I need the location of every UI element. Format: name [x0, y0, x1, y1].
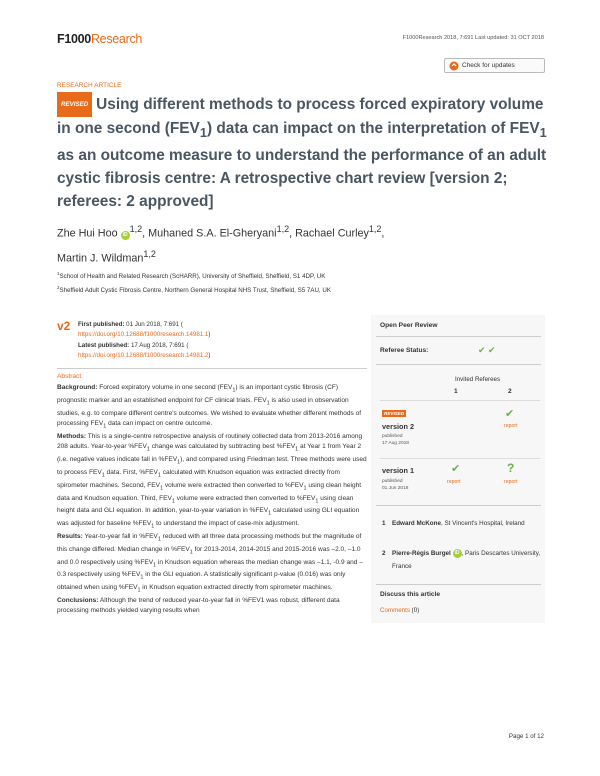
author-2[interactable]: , Muhaned S.A. El-Gheryani [142, 227, 277, 240]
version-2-label[interactable]: version 2 [382, 422, 415, 431]
referee-column-1: 1 [454, 388, 458, 395]
invited-referees-label: Invited Referees [455, 376, 501, 383]
divider [380, 400, 540, 401]
orcid-icon[interactable]: iD [454, 550, 460, 556]
approved-check-icon: ✔ [505, 408, 515, 420]
article-title: REVISED Using different methods to process forced expiratory volume in one second $(FEV_1)$ data can impact on the interpretation of $FEV_1$ as an outcome measure to understand the performance of an adult cystic fibrosis centre: A retrospective chart review [version 2; referees: 2 approved] [57, 92, 547, 213]
divider [380, 458, 540, 459]
version-2-date: published 17 Aug 2018 [382, 434, 409, 446]
author-4[interactable]: Martin J. Wildman [57, 252, 144, 265]
header-meta: F1000Research 2018, 7:691 Last updated: 31 OCT 2018 [402, 35, 544, 41]
divider [376, 364, 541, 365]
referee-2: 2 Pierre-Régis Burgel iD , Paris Descartes University, France [382, 550, 541, 570]
report-link[interactable]: report [447, 479, 461, 485]
check-updates-button[interactable] [444, 58, 545, 73]
revised-badge: REVISED [57, 92, 92, 117]
author-1[interactable]: Zhe Hui Hoo [57, 227, 118, 240]
approved-check-icon: ✔ [451, 463, 461, 475]
discuss-heading: Discuss this article [380, 591, 441, 598]
report-link[interactable]: report [504, 423, 518, 429]
abstract-body: Background: Forced expiratory volume in one second $(FEV_1)$ is an important cystic fibrosis (CF) prognostic marker and an established endpoint for CF clinical trials. $FEV_1$ is also used in observation studies, e.g. to compare different centre's outcomes. We wished to evaluate whether different methods of processing $FEV_1$ data can impact on centre outcome. Methods: This is a single-centre retrospective analysis of routinely collected data from 2013-2016 among 208 adults. Year-to-year $\%FEV_1$ change was calculated by subtracting best $\%FEV_1$ at Year 1 from Year 2 (i.e. negative values indicate fall in $\%FEV_1$), and compared using Friedman test. Three methods were used to process $FEV_1$ data. First, $\%FEV_1$ calculated with Knudson equation was extracted directly from spirometer machines. Second, $FEV_1$ volume were extracted then converted to $\%FEV_1$ using clean height data and Knudson equation. Third, $FEV_1$ volume were extracted then converted to $\%FEV_1$ using clean height data and GLI equation. In addition, year-to-year variation in $\%FEV_1$ calculated using GLI equation was adjusted for baseline $\%FEV_1$ to understand the impact of case-mix adjustment. Results: Year-to-year fall in $\%FEV_1$ reduced with all three data processing methods but the magnitude of this change differed. Median change in $\%FEV_1$ for 2013-2014, 2014-2015 and 2015-2016 was –2.0, –1.0 and 0.0 respectively using $\%FEV_1$ in Knudson equation whereas the median change was –1.1, -0.9 and –0.3 respectively using $\%FEV_1$ in the GLI equation. A statistically significant p-value (0.016) was only obtained when using $\%FEV_1$ in Knudson equation extracted directly from spirometer machines. Conclusions: Although the trend of reduced year-to-year fall in %FEV1 was robust, different data processing methods yielded varying results when [57, 384, 367, 615]
divider [376, 336, 541, 337]
affiliation: $^2$Sheffield Adult Cystic Fibrosis Centre, Northern General Hospital NHS Trust, Sheffield, S5 7AU, UK [57, 285, 331, 295]
authors: Zhe Hui Hoo iD$^{1,2}$, Muhaned S.A. El-Gheryani$^{1,2}$, Rachael Curley$^{1,2}$, Martin J. Wildman$^{1,2}$ [57, 224, 385, 265]
abstract-heading: Abstract [57, 373, 82, 380]
referee-column-2: 2 [508, 388, 512, 395]
referee-1: 1 Edward McKone, St Vincent's Hospital, Ireland [382, 520, 525, 527]
latest-doi-link[interactable]: https://doi.org/10.12688/f1000research.14981.2 [78, 351, 209, 359]
affiliations [57, 268, 331, 296]
publication-info: First published: 01 Jun 2018, 7:691 ( https://doi.org/10.12688/f1000research.14981.1) Latest published: 17 Aug 2018, 7:691 ( https://doi.org/10.12688/f1000research.14981.2) [78, 321, 211, 359]
divider [57, 368, 367, 369]
divider [376, 505, 541, 506]
revised-badge: REVISED [384, 411, 405, 416]
article-type: RESEARCH ARTICLE [57, 82, 122, 89]
referee-status-label: Referee Status: [380, 347, 429, 354]
page-number: Page 1 of 12 [508, 733, 544, 740]
check-updates-icon [449, 61, 459, 71]
orcid-icon[interactable]: iD [122, 231, 128, 238]
comments-link[interactable]: Comments [380, 607, 410, 614]
referee-status-checks: ✔ ✔ [478, 345, 496, 355]
first-doi-link[interactable]: https://doi.org/10.12688/f1000research.14981.1 [78, 330, 209, 338]
comments: Comments (0) [380, 607, 420, 614]
report-link[interactable]: report [504, 479, 518, 485]
version-1-date: published 01 Jun 2018 [382, 479, 409, 491]
reservations-icon: ? [507, 461, 515, 475]
author-3[interactable]: , Rachael Curley [289, 227, 369, 240]
version-1-label[interactable]: version 1 [382, 466, 415, 475]
affiliation: $^1$School of Health and Related Research (ScHARR), University of Sheffield, Sheffield, S1 4DP, UK [57, 271, 326, 281]
check-updates-label: Check for updates [462, 62, 515, 69]
version-mark: v2 [57, 319, 71, 333]
referee-1-name[interactable]: Edward McKone [392, 520, 441, 527]
open-peer-review-title: Open Peer Review [380, 322, 438, 329]
referee-2-name[interactable]: Pierre-Régis Burgel [392, 550, 451, 557]
f1000-logo: F1000Research [57, 32, 143, 46]
divider [376, 584, 541, 585]
